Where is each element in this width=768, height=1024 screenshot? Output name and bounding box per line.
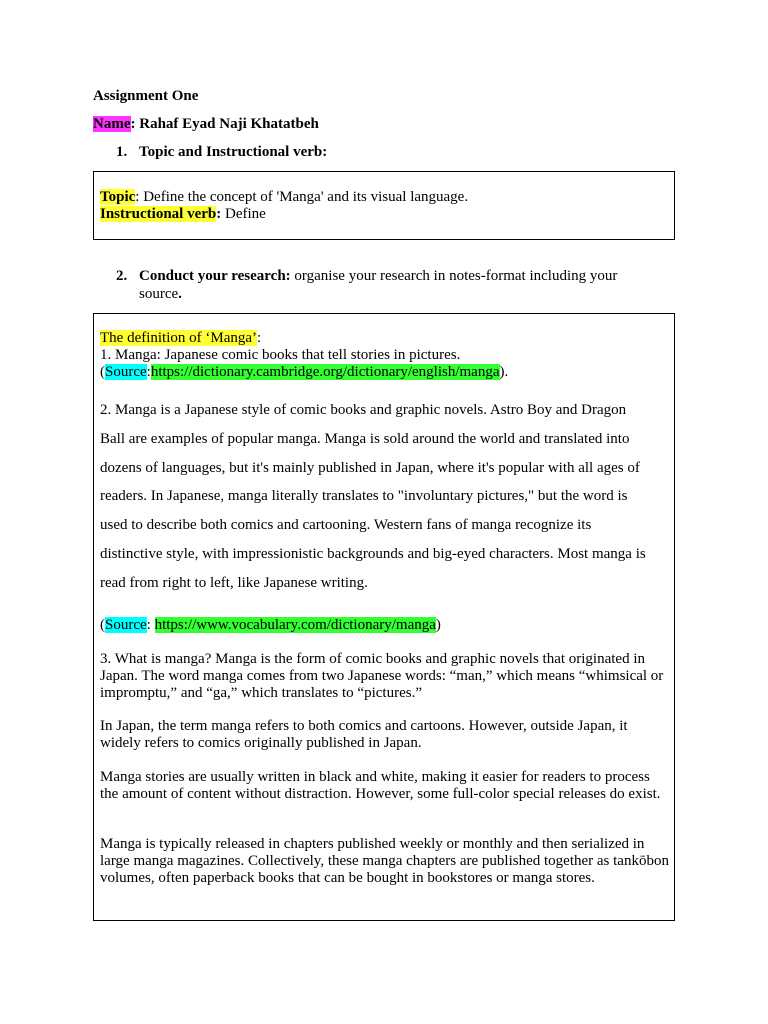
definition-heading: The definition of ‘Manga’: [100, 330, 258, 346]
source2-line: [100, 617, 670, 634]
verb-label: Instructional verb: [100, 206, 217, 222]
section2-text-l2-end: .: [178, 286, 182, 302]
source2-open: (: [100, 617, 105, 633]
verb-colon: :: [216, 206, 222, 222]
topic-text: : Define the concept of 'Manga' and its visual language.: [135, 189, 469, 205]
paragraph-5: Manga stories are usually written in black and white, making it easier for readers to process the amount of content without distraction. However, some full-color special releases do exist.: [100, 769, 661, 802]
item2-line-1: 2. Manga is a Japanese style of comic books and graphic novels. Astro Boy and Dragon: [100, 402, 627, 418]
source1-colon: :: [146, 364, 151, 380]
source2-link[interactable]: https://www.vocabulary.com/dictionary/manga: [154, 617, 436, 633]
item2-line-3: dozens of languages, but it's mainly published in Japan, where it's popular with all ages of: [100, 460, 640, 476]
name-label: Name: [93, 116, 131, 132]
item2-line-7: read from right to left, like Japanese writing.: [100, 575, 368, 591]
paragraph-6: Manga is typically released in chapters published weekly or monthly and then serialized in large manga magazines. Collectively, these manga chapters are published together as tankōbon volumes, often paperback books that can be bought in bookstores or manga stores.: [100, 836, 669, 886]
section2-title: Conduct your research:: [139, 268, 291, 284]
definition-heading-line: [100, 330, 670, 347]
verb-line: [100, 206, 670, 223]
item2-line-4: readers. In Japanese, manga literally translates to "involuntary pictures," but the word is: [100, 488, 628, 504]
topic-label: Topic: [100, 189, 136, 205]
paragraph-4: In Japan, the term manga refers to both comics and cartoons. However, outside Japan, it widely refers to comics originally published in Japan.: [100, 718, 628, 751]
section2-line1: [139, 268, 617, 285]
section2-number: 2.: [116, 268, 128, 284]
item2-line-5: used to describe both comics and cartooning. Western fans of manga recognize its: [100, 517, 592, 533]
source2-close: ): [435, 617, 441, 633]
name-sep: :: [130, 116, 136, 132]
document-heading: Assignment One: [93, 88, 199, 104]
source2-colon: :: [146, 617, 155, 633]
source2-label: Source: [105, 617, 147, 633]
section2-text-l2: source: [139, 286, 179, 302]
section2-text-l1: organise your research in notes-format including your: [290, 268, 618, 284]
student-name-line: [93, 116, 319, 133]
item3: 3. What is manga? Manga is the form of comic books and graphic novels that originated in Japan. The word manga comes from two Japanese words: “man,” which means “whimsical or impromptu,” and “ga,” which translates to “pictures.”: [100, 651, 664, 701]
item1: 1. Manga: Japanese comic books that tell stories in pictures.: [100, 347, 461, 363]
section1-title: Topic and Instructional verb:: [139, 144, 328, 160]
source1-label: Source: [105, 364, 147, 380]
section2-line2: [139, 286, 182, 303]
source1-line: [100, 364, 670, 381]
source1-open: (: [100, 364, 105, 380]
source1-close: ).: [499, 364, 509, 380]
item2-line-6: distinctive style, with impressionistic backgrounds and big-eyed characters. Most manga is: [100, 546, 646, 562]
name-value: Rahaf Eyad Naji Khatatbeh: [135, 116, 319, 132]
verb-text: Define: [221, 206, 266, 222]
definition-colon: :: [257, 330, 262, 346]
source1-link[interactable]: https://dictionary.cambridge.org/dictionary/english/manga: [150, 364, 500, 380]
section1-number: 1.: [116, 144, 128, 160]
item2-line-2: Ball are examples of popular manga. Manga is sold around the world and translated into: [100, 431, 630, 447]
topic-line: [100, 189, 670, 206]
